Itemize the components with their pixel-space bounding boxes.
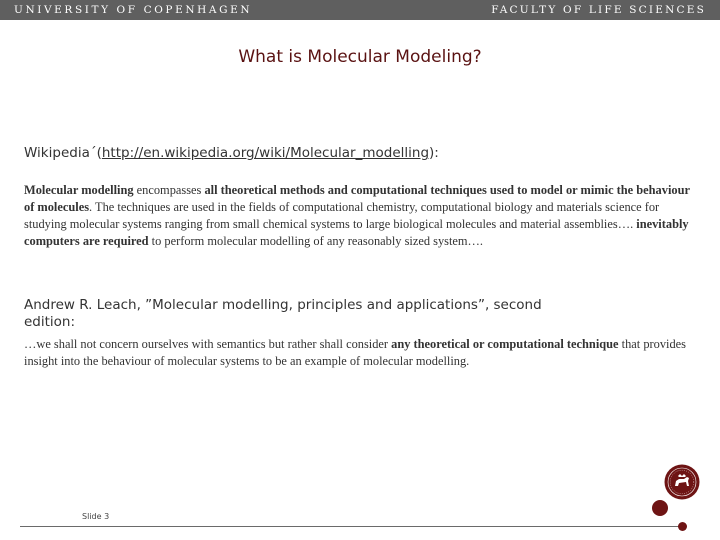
wikipedia-heading	[24, 145, 584, 162]
text: . The techniques are used in the fields of computational chemistry, computational biology and materials science for studying molecular systems ranging from small chemical systems to large biological molecules and material assemblies….	[24, 200, 660, 231]
text: encompasses	[133, 183, 205, 197]
university-seal-icon	[664, 464, 700, 500]
decorative-dot-small	[678, 522, 687, 531]
decorative-dot-large	[652, 500, 668, 516]
bold-text: all theoretical methods and computational techniques used to model or mimic the behaviour of molecules	[24, 183, 690, 214]
header-bar	[0, 0, 720, 20]
slide-title: What is Molecular Modeling?	[238, 47, 482, 67]
faculty-name: FACULTY OF LIFE SCIENCES	[491, 4, 706, 16]
text: to perform molecular modelling of any reasonably sized system….	[148, 234, 484, 248]
text: that provides insight into the behaviour of molecular systems to be an example of molecular modelling.	[24, 337, 686, 368]
wikipedia-link[interactable]: http://en.wikipedia.org/wiki/Molecular_modelling	[101, 145, 430, 161]
wikipedia-label: Wikipedia´(	[24, 145, 102, 161]
leach-heading: Andrew R. Leach, ”Molecular modelling, principles and applications”, second edition:	[24, 297, 542, 330]
wikipedia-label-end: ):	[429, 145, 439, 161]
wikipedia-paragraph	[24, 182, 696, 250]
text: …we shall not concern ourselves with semantics but rather shall consider	[24, 337, 392, 351]
slide-number: Slide 3	[82, 512, 110, 521]
footer-divider	[20, 526, 680, 527]
university-name: UNIVERSITY OF COPENHAGEN	[14, 4, 253, 16]
bold-text: Molecular modelling	[24, 183, 134, 197]
bold-text: any theoretical or computational technique	[391, 337, 619, 351]
bold-text: inevitably computers are required	[24, 217, 689, 248]
leach-paragraph	[24, 336, 696, 370]
